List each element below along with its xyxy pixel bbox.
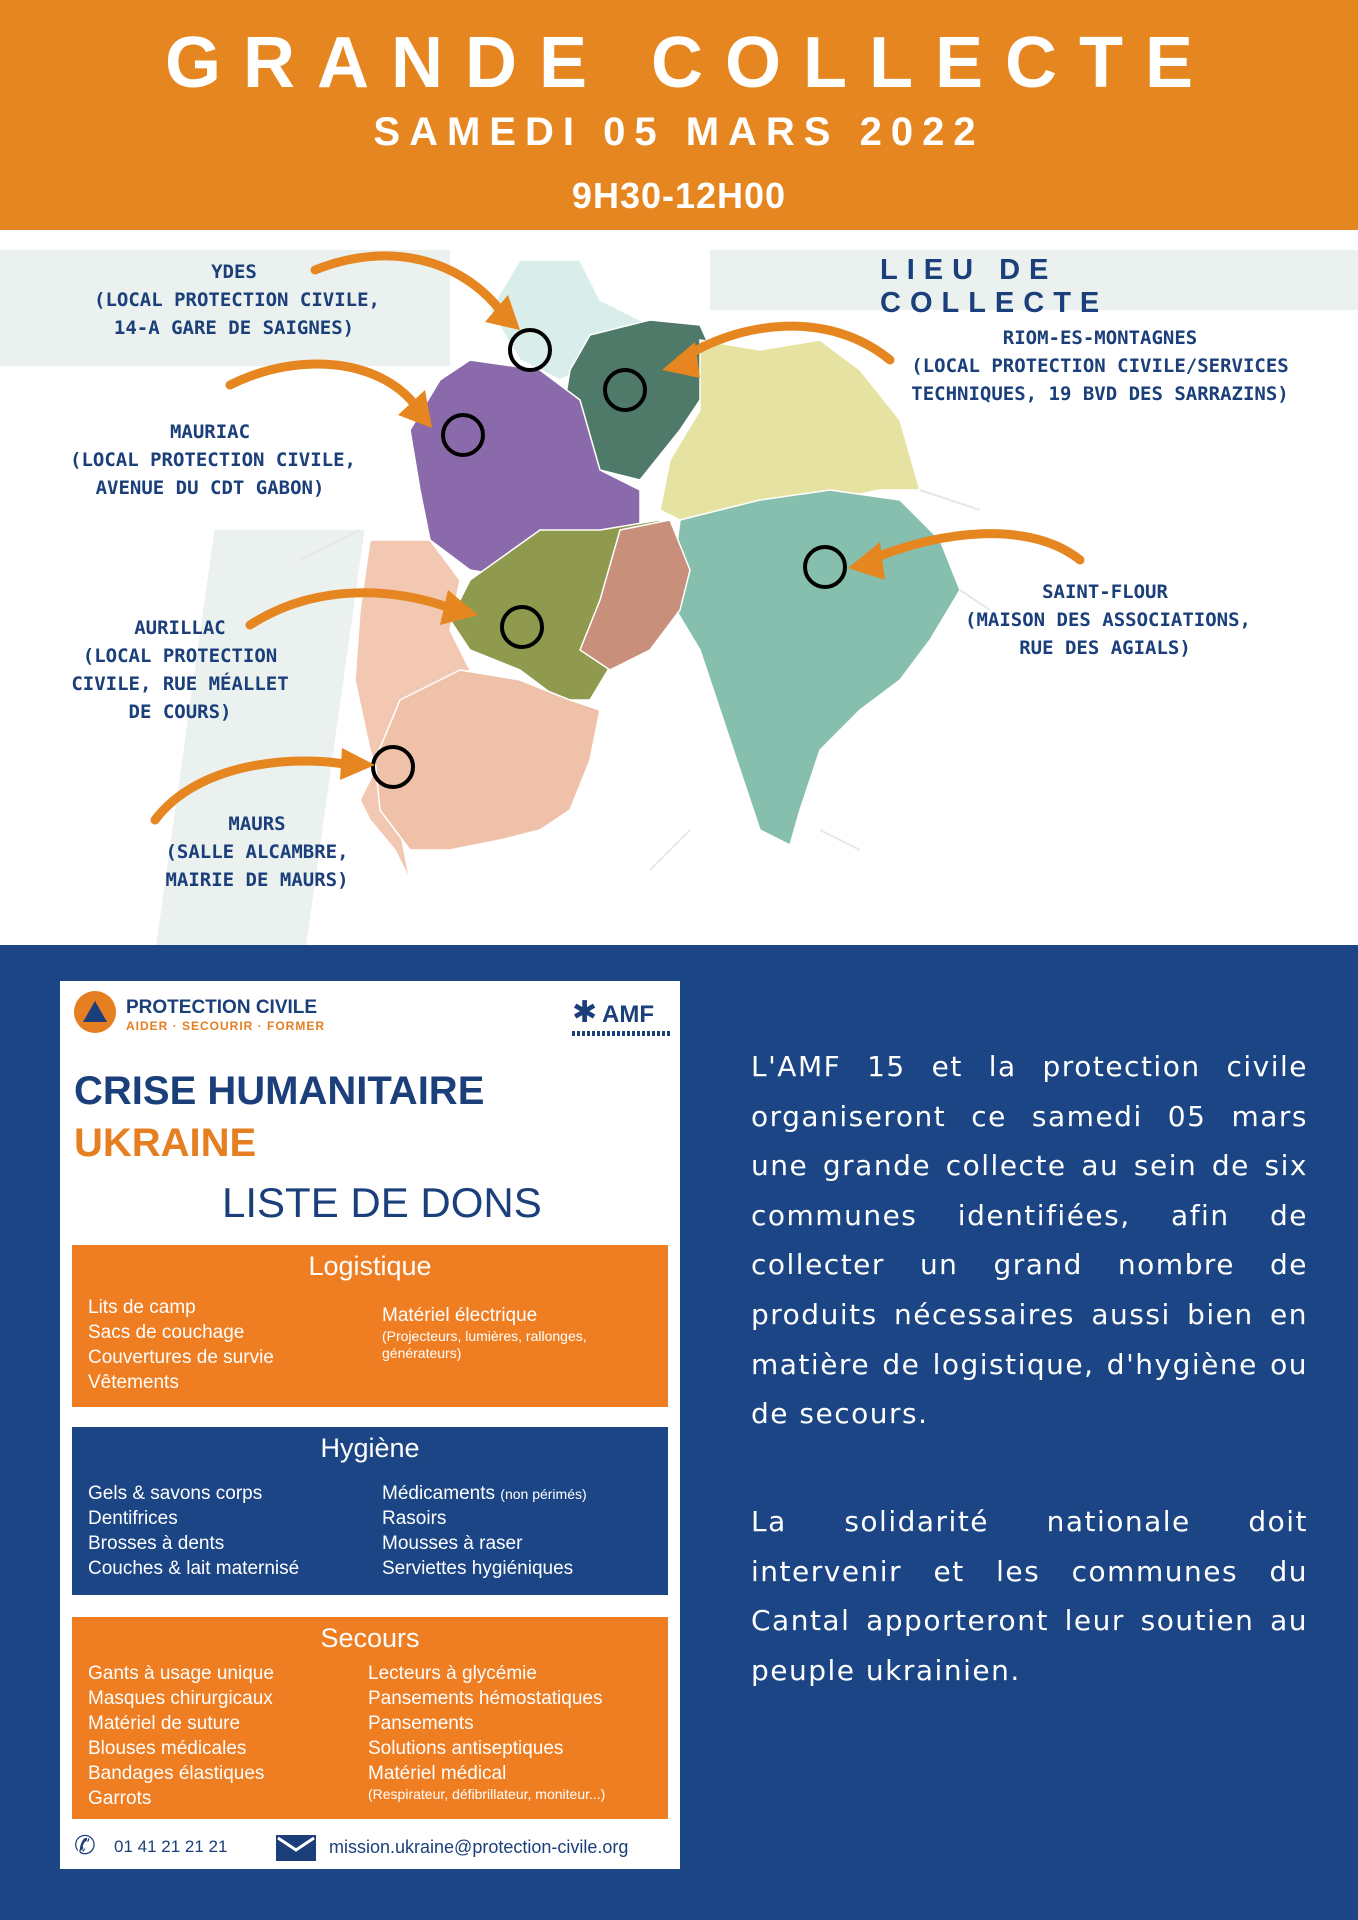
list-item: Rasoirs (382, 1508, 447, 1529)
flyer-subtitle: LISTE DE DONS (222, 1179, 542, 1226)
list-item: Matériel de suture (88, 1713, 241, 1734)
secours-left-list (88, 1661, 274, 1811)
location-line: RUE DES AGIALS) (1019, 637, 1191, 659)
protection-civile-icon (74, 991, 116, 1033)
org-tagline: AIDER · SECOURIR · FORMER (126, 1019, 325, 1033)
location-ydes (94, 258, 380, 342)
map-section (0, 230, 1358, 945)
logistique-left-list (88, 1295, 274, 1395)
event-date: SAMEDI 05 MARS 2022 (373, 110, 985, 154)
header-banner (0, 0, 1358, 230)
event-time: 9H30-12H00 (571, 175, 787, 216)
hygiene-left-list (88, 1481, 299, 1581)
list-item: Sacs de couchage (88, 1322, 245, 1343)
location-line: DE COURS) (128, 701, 232, 723)
list-item-note: (Projecteurs, lumières, rallonges, générateurs) (382, 1328, 587, 1361)
section-hygiene (72, 1427, 668, 1595)
flyer-title-country: UKRAINE (74, 1121, 257, 1165)
map-heading: LIEU DE COLLECTE (880, 254, 1109, 319)
location-line: MAURS (228, 813, 286, 835)
list-item: Vêtements (88, 1372, 179, 1393)
flyer-contact (74, 1831, 674, 1865)
logistique-right-list (382, 1303, 652, 1362)
location-riom (905, 324, 1295, 408)
list-item: Dentifrices (88, 1508, 178, 1529)
amf-figure-icon: ✱ (572, 995, 598, 1030)
arrow-mauriac (230, 364, 415, 405)
contact-phone: 01 41 21 21 21 (114, 1837, 228, 1856)
list-item: Serviettes hygiéniques (382, 1558, 574, 1579)
location-line: (LOCAL PROTECTION (82, 645, 278, 667)
amf-logo (572, 991, 672, 1037)
list-item: Couches & lait maternisé (88, 1558, 300, 1579)
location-aurillac (70, 614, 290, 726)
location-line: (LOCAL PROTECTION CIVILE, (70, 449, 356, 471)
list-item (382, 1481, 662, 1506)
location-line: AURILLAC (134, 617, 226, 639)
location-line: TECHNIQUES, 19 BVD DES SARRAZINS) (911, 383, 1289, 405)
list-item-note: (non périmés) (500, 1486, 587, 1502)
location-saint-flour (965, 578, 1251, 662)
location-line: MAIRIE DE MAURS) (165, 869, 349, 891)
donation-flyer (60, 981, 680, 1869)
arrowhead-maurs (340, 748, 375, 780)
body-paragraph-2: La solidarité nationale doit intervenir et les communes du Cantal apporteront leur soutien au peuple ukrainien. (751, 1505, 1308, 1687)
location-line: AVENUE DU CDT GABON) (95, 477, 325, 499)
location-maurs (157, 810, 357, 894)
location-line: (MAISON DES ASSOCIATIONS, (965, 609, 1251, 631)
section-logistique (72, 1245, 668, 1407)
location-line: SAINT-FLOUR (1042, 581, 1168, 603)
list-item-text: Médicaments (382, 1483, 495, 1504)
list-item: Gants à usage unique (88, 1663, 274, 1684)
protection-civile-logo (74, 989, 374, 1039)
flyer-title: CRISE HUMANITAIRE (74, 1069, 485, 1113)
mail-icon (276, 1835, 316, 1861)
location-line: MAURIAC (169, 421, 251, 443)
section-title: Secours (320, 1623, 420, 1653)
list-item: Lits de camp (88, 1297, 196, 1318)
phone-icon: ✆ (74, 1831, 96, 1861)
list-item: Pansements hémostatiques (368, 1688, 603, 1709)
location-mauriac (70, 418, 356, 502)
list-item: Lecteurs à glycémie (368, 1663, 537, 1684)
hygiene-right-list (382, 1481, 662, 1581)
list-item: Couvertures de survie (88, 1347, 274, 1368)
list-item: Masques chirurgicaux (88, 1688, 273, 1709)
list-item-note: (Respirateur, défibrillateur, moniteur...) (368, 1786, 606, 1802)
location-line: (SALLE ALCAMBRE, (165, 841, 349, 863)
section-secours (72, 1617, 668, 1819)
location-line: (LOCAL PROTECTION CIVILE/SERVICES (911, 355, 1289, 377)
page-title: GRANDE COLLECTE (165, 23, 1215, 103)
section-title: Hygiène (320, 1433, 420, 1463)
list-item: Blouses médicales (88, 1738, 247, 1759)
list-item: Gels & savons corps (88, 1483, 263, 1504)
contact-email: mission.ukraine@protection-civile.org (329, 1837, 629, 1857)
list-item: Bandages élastiques (88, 1763, 265, 1784)
list-item: Solutions antiseptiques (368, 1738, 564, 1759)
secours-right-list (368, 1661, 664, 1803)
location-line: CIVILE, RUE MÉALLET (71, 673, 289, 695)
body-paragraph-1: L'AMF 15 et la protection civile organiseront ce samedi 05 mars une grande collecte au sein de six communes identifiées, afin de collecter un grand nombre de produits nécessaires aussi bien en matière de logistique, d'hygiène ou de secours. (751, 1050, 1308, 1431)
location-line: YDES (211, 261, 257, 283)
section-title: Logistique (308, 1251, 432, 1281)
list-item: Matériel électrique (382, 1305, 538, 1326)
list-item: Mousses à raser (382, 1533, 523, 1554)
amf-name: AMF (602, 1001, 654, 1028)
list-item: Pansements (368, 1713, 474, 1734)
list-item: Brosses à dents (88, 1533, 225, 1554)
location-line: RIOM-ES-MONTAGNES (1002, 327, 1198, 349)
org-name: PROTECTION CIVILE (126, 997, 318, 1018)
location-line: 14-A GARE DE SAIGNES) (113, 317, 355, 339)
list-item: Garrots (88, 1788, 152, 1809)
location-line: (LOCAL PROTECTION CIVILE, (94, 289, 380, 311)
list-item: Matériel médical (368, 1763, 507, 1784)
